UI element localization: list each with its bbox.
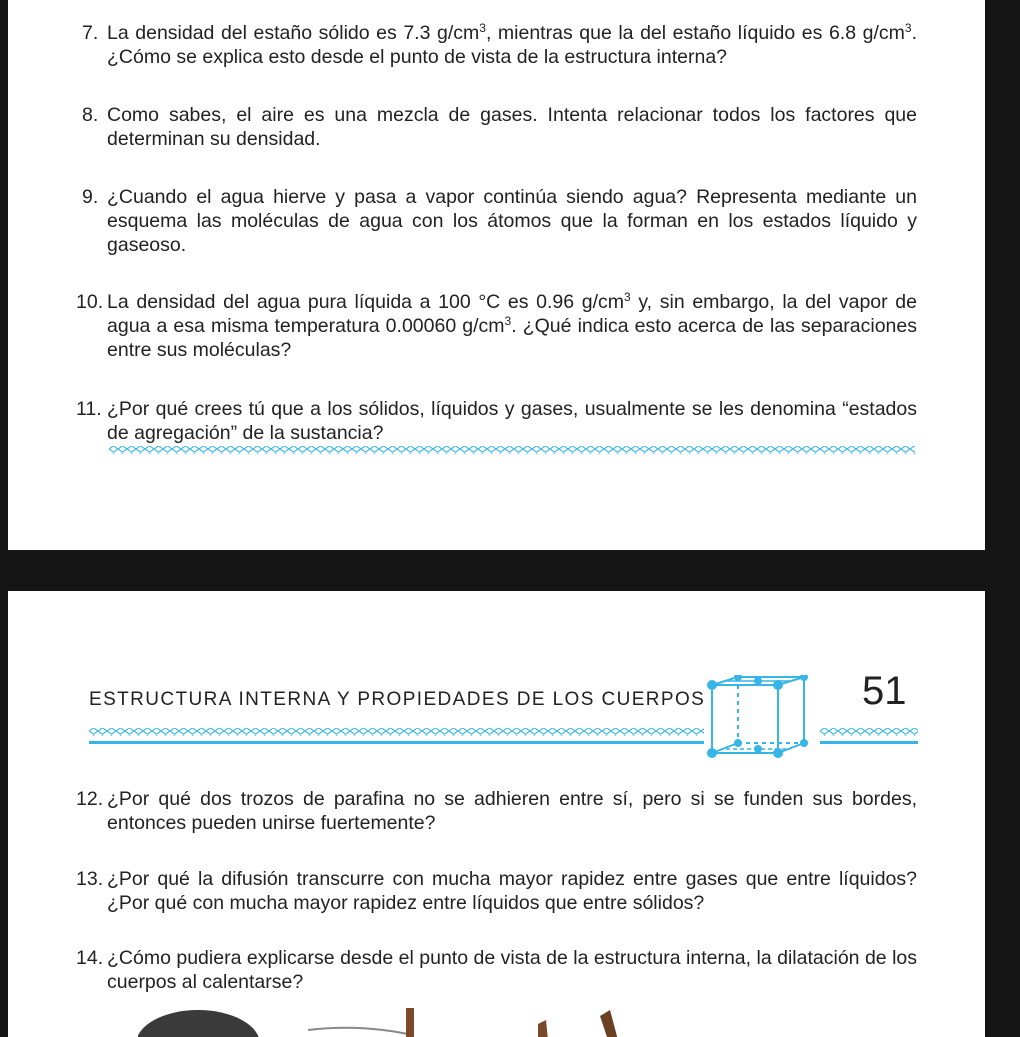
question-text: ¿Por qué la difusión transcurre con mucha mayor rapidez entre gases que entre líquidos? ¿Por qué con mucha mayor rapidez entre líquidos que entre sólidos? xyxy=(107,868,917,914)
question-text: Como sabes, el aire es una mezcla de gases. Intenta relacionar todos los factores que determinan su densidad. xyxy=(107,104,917,150)
header-zigzag-right xyxy=(820,727,918,737)
zigzag-divider xyxy=(109,445,915,455)
question-14 xyxy=(76,946,917,994)
page-bottom xyxy=(8,591,985,1037)
header-rule-left xyxy=(89,741,704,744)
question-10 xyxy=(76,290,918,362)
question-number: 12. xyxy=(76,788,104,810)
question-number: 14. xyxy=(76,947,104,969)
question-13 xyxy=(76,867,917,915)
question-11 xyxy=(76,397,917,445)
question-number: 11. xyxy=(76,398,102,420)
question-text: ¿Por qué crees tú que a los sólidos, líquidos y gases, usualmente se les denomina “estados de agregación” de la sustancia? xyxy=(107,398,917,444)
header-zigzag-left xyxy=(89,727,704,737)
question-number: 7. xyxy=(82,22,99,44)
question-text: ¿Cuando el agua hierve y pasa a vapor continúa siendo agua? Representa mediante un esquema las moléculas de agua con los átomos que la forman en los estados líquido y gaseoso. xyxy=(107,186,917,256)
question-12 xyxy=(76,787,917,835)
question-text: La densidad del estaño sólido es 7.3 $g/cm^3$, mientras que la del estaño líquido es 6.8 $g/cm^3$. ¿Cómo se explica esto desde el punto de vista de la estructura interna? xyxy=(107,21,917,68)
page-number: 51 xyxy=(862,669,907,713)
question-9 xyxy=(82,185,917,257)
question-text: ¿Cómo pudiera explicarse desde el punto de vista de la estructura interna, la dilatación de los cuerpos al calentarse? xyxy=(107,947,917,993)
question-8 xyxy=(82,103,917,151)
chapter-title: ESTRUCTURA INTERNA Y PROPIEDADES DE LOS CUERPOS xyxy=(89,689,706,710)
question-number: 13. xyxy=(76,868,104,890)
question-number: 10. xyxy=(76,291,104,313)
question-7 xyxy=(82,21,917,69)
header-rule-right xyxy=(820,741,918,744)
crystal-lattice-icon xyxy=(698,675,823,775)
question-number: 9. xyxy=(82,186,99,208)
question-text: ¿Por qué dos trozos de parafina no se adhieren entre sí, pero si se funden sus bordes, entonces pueden unirse fuertemente? xyxy=(107,788,917,834)
question-text: La densidad del agua pura líquida a 100 °C es 0.96 $g/cm^3$ y, sin embargo, la del vapor de agua a esa misma temperatura 0.00060 $g/cm^3$. ¿Qué indica esto acerca de las separaciones entre sus moléculas? xyxy=(107,290,918,361)
question-number: 8. xyxy=(82,104,99,126)
page-top xyxy=(8,0,985,550)
partial-illustration xyxy=(138,996,668,1037)
